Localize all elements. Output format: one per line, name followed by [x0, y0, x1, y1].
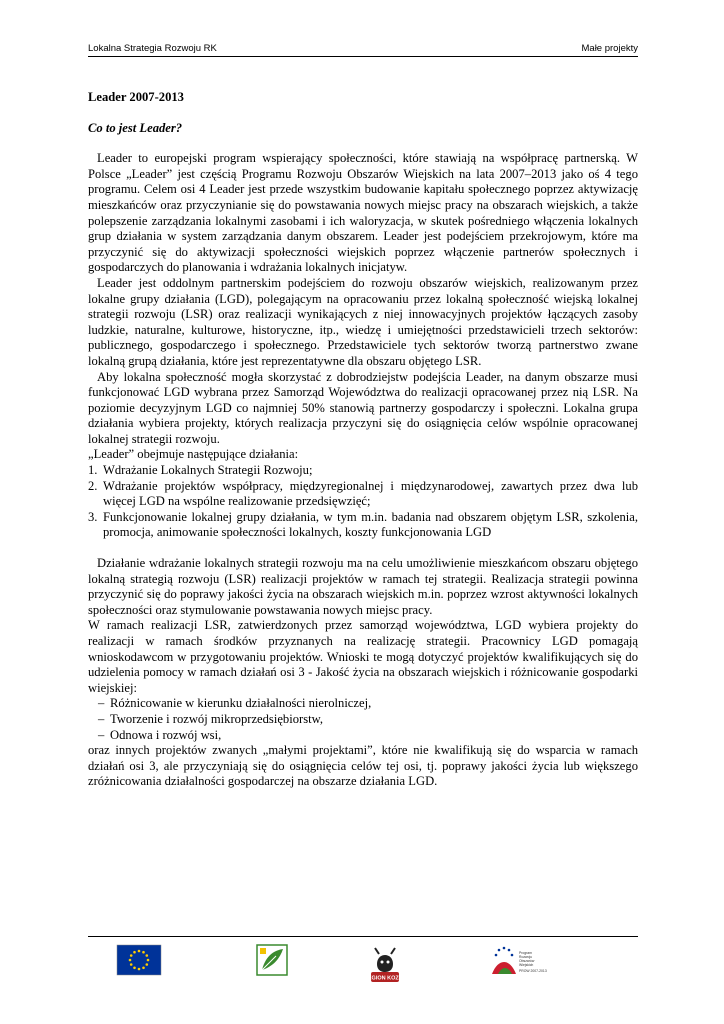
list-item	[88, 696, 638, 712]
svg-text:Wiejskich: Wiejskich	[519, 963, 534, 967]
list-number: 2.	[88, 478, 98, 493]
paragraph-2: Leader jest oddolnym partnerskim podejściem do rozwoju obszarów wiejskich, realizowanym przez lokalne grupy działania (LGD), polegającym na opracowaniu przez lokalną społeczność wiejską lokalnej strategii rozwoju (LSR) oraz realizacji wynikających z niej innowacyjnych projektów łączących zasoby ludzkie, naturalne, kulturowe, historyczne, itp., wiedzę i umiejętności przedstawicieli trzech sektorów: publicznego, gospodarczego i społecznego. Przedstawiciele tych sektorów tworzą partnerstwo zwane lokalną grupą działania, które jest reprezentatywne dla obszaru objętego LSR.	[88, 275, 638, 368]
numbered-list	[88, 463, 638, 541]
paragraph-4: „Leader” obejmuje następujące działania:	[88, 447, 299, 462]
section-subtitle: Co to jest Leader?	[88, 120, 183, 135]
eu-flag-icon	[117, 945, 161, 975]
paragraph-5: Działanie wdrażanie lokalnych strategii rozwoju ma na celu umożliwienie mieszkańcom obszaru objętego lokalną strategią rozwoju (LSR) realizacji projektów w ramach tej strategii. Realizacja strategii powinna przyczynić się do poprawy jakości życia na obszarach wiejskich m.in. poprzez wzrost aktywności lokalnych społeczności oraz stymulowanie powstawania nowych miejsc pracy.	[88, 556, 638, 617]
list-item	[88, 712, 638, 728]
header-left: Lokalna Strategia Rozwoju RK	[88, 43, 217, 54]
leader-logo-icon	[256, 944, 288, 976]
list-text: Tworzenie i rozwój mikroprzedsiębiorstw,	[110, 711, 324, 726]
list-item	[88, 463, 638, 479]
dash-bullet: –	[98, 727, 105, 742]
list-number: 1.	[88, 463, 98, 478]
prow-logo-icon	[488, 944, 548, 980]
page-header	[88, 43, 638, 57]
dash-list	[88, 696, 638, 743]
list-text: Wdrażanie projektów współpracy, międzyregionalnej i międzynarodowej, zawartych przez dwa lub więcej LGD na wspólne realizowanie przedsięwzięć;	[103, 478, 638, 509]
document-title: Leader 2007-2013	[88, 90, 184, 104]
spacer	[88, 541, 638, 556]
list-item	[88, 510, 638, 541]
list-text: Odnowa i rozwój wsi,	[110, 727, 222, 742]
list-number: 3.	[88, 509, 98, 524]
svg-text:Program: Program	[519, 951, 533, 955]
svg-text:Obszarów: Obszarów	[519, 959, 535, 963]
header-right: Małe projekty	[581, 43, 638, 54]
prow-logo-text: PROW 2007-2013	[519, 969, 547, 973]
dash-bullet: –	[98, 696, 105, 711]
region-logo-text: REGION KOZŁA	[363, 975, 407, 982]
list-text: Wdrażanie Lokalnych Strategii Rozwoju;	[103, 463, 313, 478]
paragraph-1: Leader to europejski program wspierający społeczności, które stawiają na współpracę partnerską. W Polsce „Leader” jest częścią Programu Rozwoju Obszarów Wiejskich na lata 2007–2013 jako oś 4 tego programu. Celem osi 4 Leader jest przede wszystkim budowanie kapitału społecznego poprzez aktywizację mieszkańców oraz przyczynianie się do powstawania nowych miejsc pracy na obszarach wiejskich, a także polepszenie zarządzania lokalnymi zasobami i ich waloryzacja, w skutek pośredniego włączenia lokalnych grup działania w system zarządzania danym obszarem. Leader jest podejściem przekrojowym, które ma przyczynić się do aktywizacji społeczności wiejskich poprzez włączenie partnerów społecznych i gospodarczych do planowania i wdrażania lokalnych inicjatyw.	[88, 151, 638, 275]
footer-divider	[88, 936, 638, 937]
list-item	[88, 728, 638, 744]
document-body	[88, 90, 638, 790]
list-text: Funkcjonowanie lokalnej grupy działania, w tym m.in. badania nad obszarem objętym LSR, szkolenia, promocja, animowanie społeczności lokalnych, koszty funkcjonowania LGD	[103, 509, 638, 540]
paragraph-7: oraz innych projektów zwanych „małymi projektami”, które nie kwalifikują się do wsparcia w ramach działań osi 3, ale przyczyniają się do osiągnięcia celów tej osi, tj. poprawy jakości życia lub większego zróżnicowania działalności gospodarczej na obszarze działania LGD.	[88, 743, 638, 789]
paragraph-6: W ramach realizacji LSR, zatwierdzonych przez samorząd województwa, LGD wybiera projekty do realizacji w ramach środków przyznanych na realizację strategii. Pracownicy LGD pomagają wnioskodawcom w przygotowaniu projektów. Wnioski te mogą dotyczyć projektów kwalifikujących się do udzielenia pomocy w ramach działań osi 3 - Jakość życia na obszarach wiejskich i różnicowanie gospodarki wiejskiej:	[88, 618, 638, 695]
paragraph-3: Aby lokalna społeczność mogła skorzystać z dobrodziejstw podejścia Leader, na danym obszarze musi funkcjonować LGD wybrana przez Samorząd Województwa do realizacji opracowanej przez nią LSR. Na poziomie decyzyjnym LGD co najmniej 50% stanowią partnerzy gospodarczy i społeczni. Lokalna grupa działania wybiera projekty, których realizacja przyczyni się do osiągnięcia celów wspólnie opracowanej lokalnej strategii rozwoju.	[88, 369, 638, 446]
list-text: Różnicowanie w kierunku działalności nierolniczej,	[110, 696, 372, 711]
dash-bullet: –	[98, 711, 105, 726]
region-logo-icon	[363, 944, 407, 984]
svg-text:Rozwoju: Rozwoju	[519, 955, 533, 959]
list-item	[88, 479, 638, 510]
